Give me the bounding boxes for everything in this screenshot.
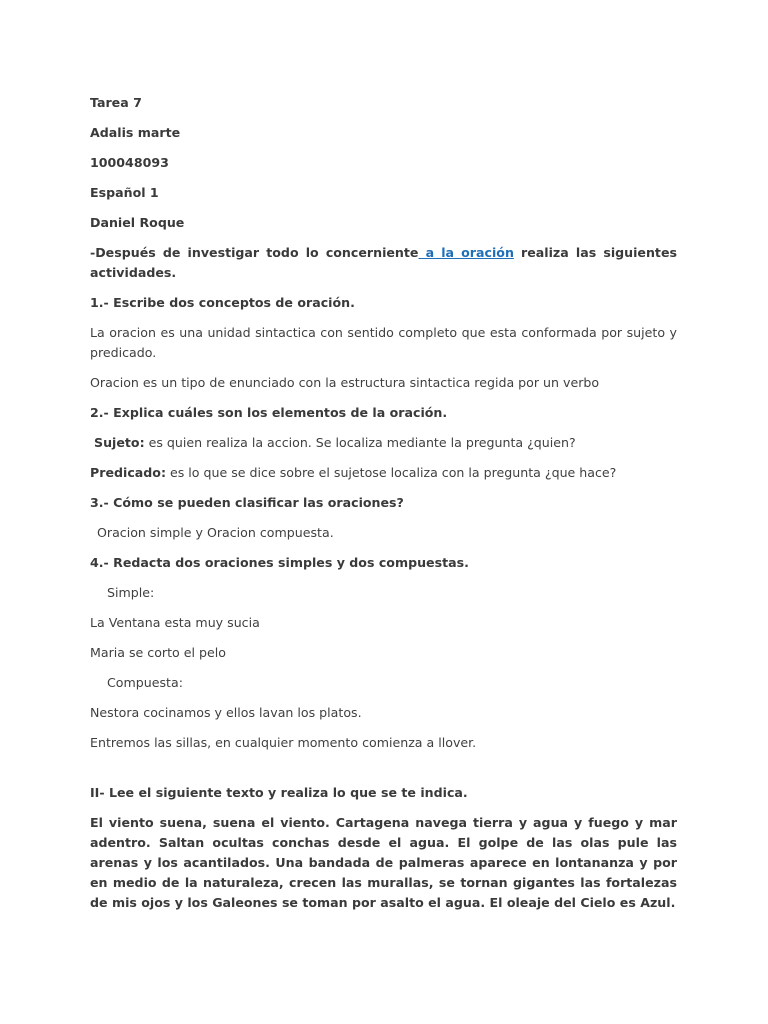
predicate-label: Predicado: <box>90 465 166 480</box>
question-1-answer-1: La oracion es una unidad sintactica con sentido completo que esta conformada por sujeto y predicado. <box>90 325 677 360</box>
simple-label: Simple: <box>107 585 155 600</box>
subject-label: Sujeto: <box>94 435 145 450</box>
student-id: 100048093 <box>90 155 169 170</box>
compound-sentence-1: Nestora cocinamos y ellos lavan los platos. <box>90 705 362 720</box>
teacher-name: Daniel Roque <box>90 215 185 230</box>
student-name: Adalis marte <box>90 125 181 140</box>
subject-definition <box>90 433 677 453</box>
simple-sentence-2: Maria se corto el pelo <box>90 645 226 660</box>
compound-label: Compuesta: <box>107 675 183 690</box>
predicate-definition <box>90 463 677 483</box>
document-body <box>90 93 677 923</box>
question-1-answer-2: Oracion es un tipo de enunciado con la estructura sintactica regida por un verbo <box>90 375 600 390</box>
intro-text-before: -Después de investigar todo lo concerniente <box>90 245 419 260</box>
intro-text-after: realiza las siguientes actividades. <box>90 245 677 280</box>
question-1-title: 1.- Escribe dos conceptos de oración. <box>90 295 355 310</box>
question-3-title: 3.- Cómo se pueden clasificar las oraciones? <box>90 495 404 510</box>
question-2-title: 2.- Explica cuáles son los elementos de la oración. <box>90 405 448 420</box>
section-2-title: II- Lee el siguiente texto y realiza lo que se te indica. <box>90 785 468 800</box>
compound-sentence-2: Entremos las sillas, en cualquier momento comienza a llover. <box>90 735 477 750</box>
question-4-title: 4.- Redacta dos oraciones simples y dos compuestas. <box>90 555 469 570</box>
predicate-text: es lo que se dice sobre el sujetose localiza con la pregunta ¿que hace? <box>165 465 617 480</box>
question-3-answer: Oracion simple y Oracion compuesta. <box>97 525 334 540</box>
section-2-text: El viento suena, suena el viento. Cartagena navega tierra y agua y fuego y mar adentro. Saltan ocultas conchas desde el agua. El golpe de las olas pule las arenas y los acantilados. Una bandada de palmeras aparece en lontananza y por en medio de la naturaleza, crecen las murallas, se tornan gigantes las fortalezas de mis ojos y los Galeones se toman por asalto el agua. El oleaje del Cielo es Azul. <box>90 815 677 910</box>
oracion-link[interactable]: a la oración <box>418 245 514 260</box>
course-name: Español 1 <box>90 185 159 200</box>
intro-instruction <box>90 243 677 283</box>
simple-sentence-1: La Ventana esta muy sucia <box>90 615 260 630</box>
subject-text: es quien realiza la accion. Se localiza mediante la pregunta ¿quien? <box>144 435 576 450</box>
spacer <box>90 763 677 783</box>
assignment-title: Tarea 7 <box>90 95 142 110</box>
